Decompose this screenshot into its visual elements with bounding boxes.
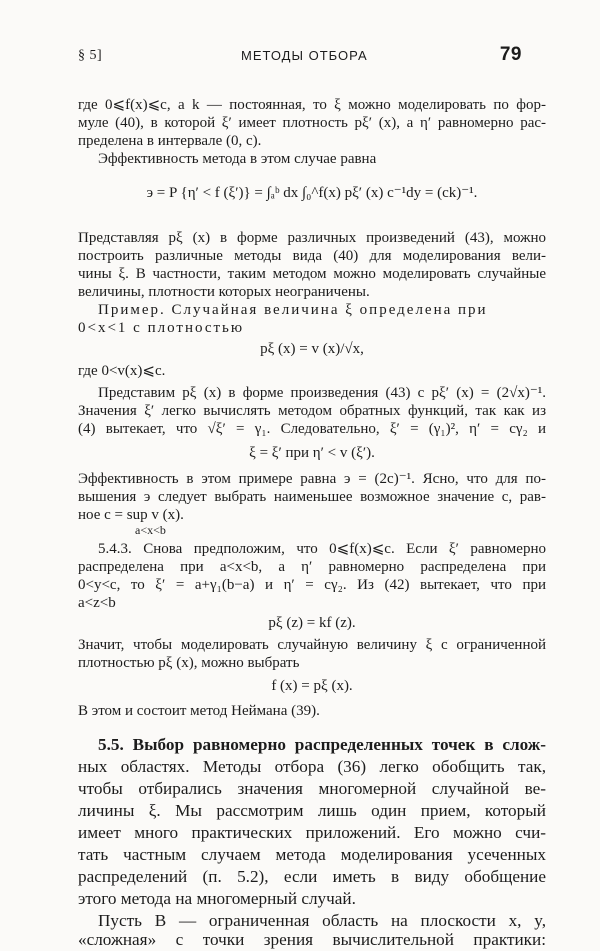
section-heading-5-5: 5.5. Выбор равномерно распределенных точек в слож- xyxy=(98,735,546,754)
formula-density: pξ (x) = v (x)/√x, xyxy=(260,341,364,357)
text-line: где 0<v(x)⩽c. xyxy=(78,363,166,379)
text-line: вышения э следует выбрать наименьшее возможное значение c, рав- xyxy=(78,489,546,505)
text-line-large: «сложная» с точки зрения вычислительной практики: xyxy=(78,930,546,949)
text-line-large: этого метода на многомерный случай. xyxy=(78,889,356,908)
formula-neumann-f: f (x) = pξ (x). xyxy=(271,678,353,694)
text-line: В этом и состоит метод Неймана (39). xyxy=(78,703,320,719)
text-line: плотностью pξ (x), можно выбрать xyxy=(78,655,300,671)
formula-efficiency: э = P {η′ < f (ξ′)} = ∫ₐᵇ dx ∫₀^f(x) pξ′ (x) c⁻¹dy = (ck)⁻¹. xyxy=(146,185,478,201)
text-line: построить различные методы вида (40) для моделирования вели- xyxy=(78,248,546,264)
text-line: ное c = sup v (x). xyxy=(78,507,184,523)
running-header-section: § 5] xyxy=(78,48,103,63)
sup-subscript: a<x<b xyxy=(135,523,166,537)
text-line: 5.4.3. Снова предположим, что 0⩽f(x)⩽c. Если ξ′ равномерно xyxy=(98,541,546,557)
text-line-large: чтобы отбирались значения многомерной случайной ве- xyxy=(78,779,546,798)
text-line-large: личины ξ. Мы рассмотрим лишь один прием, который xyxy=(78,801,546,820)
text-line: 0<y<c, то ξ′ = a+γ₁(b−a) и η′ = cγ₂. Из (42) вытекает, что при xyxy=(78,577,546,593)
running-header-title: МЕТОДЫ ОТБОРА xyxy=(241,48,368,63)
text-line: где 0⩽f(x)⩽c, а k — постоянная, то ξ можно моделировать по фор- xyxy=(78,97,546,113)
formula-neumann-density: pξ (z) = kf (z). xyxy=(268,615,356,631)
text-line: a<z<b xyxy=(78,595,116,611)
text-line: (4) вытекает, что √ξ′ = γ₁. Следовательно, ξ′ = (γ₁)², η′ = cγ₂ и xyxy=(78,421,546,437)
text-line: величины, плотности которых неограничены. xyxy=(78,284,370,300)
text-line: Эффективность метода в этом случае равна xyxy=(98,151,377,167)
text-line: распределена при a<x<b, а η′ равномерно распределена при xyxy=(78,559,546,575)
text-line-large: Пусть B — ограниченная область на плоскости x, y, xyxy=(98,911,546,930)
text-line: Значения ξ′ легко вычислять методом обратных функций, так как из xyxy=(78,403,546,419)
text-line: Представим pξ (x) в форме произведения (43) с pξ′ (x) = (2√x)⁻¹. xyxy=(98,385,546,401)
formula-selection: ξ = ξ′ при η′ < v (ξ′). xyxy=(249,445,375,461)
page-number: 79 xyxy=(499,44,522,65)
text-line: 0<x<1 с плотностью xyxy=(78,320,245,336)
text-line-large: имеет много практических приложений. Его можно счи- xyxy=(78,823,546,842)
text-line: чины ξ. В частности, таким методом можно моделировать случайные xyxy=(78,266,546,282)
example-heading: Пример. Случайная величина ξ определена при xyxy=(98,302,488,318)
text-line: Эффективность в этом примере равна э = (2c)⁻¹. Ясно, что для по- xyxy=(78,471,546,487)
text-line: Представляя pξ (x) в форме различных произведений (43), можно xyxy=(78,230,546,246)
text-line: пределена в интервале (0, c). xyxy=(78,133,262,149)
text-line-large: распределений (п. 5.2), если иметь в виду обобщение xyxy=(78,867,546,886)
text-line: Значит, чтобы моделировать случайную величину ξ с ограниченной xyxy=(78,637,546,653)
text-line: муле (40), в которой ξ′ имеет плотность pξ′ (x), а η′ равномерно рас- xyxy=(78,115,546,131)
text-line-large: тать частным случаем метода моделирования усеченных xyxy=(78,845,546,864)
text-line-large: ных областях. Методы отбора (36) легко обобщить так, xyxy=(78,757,546,776)
